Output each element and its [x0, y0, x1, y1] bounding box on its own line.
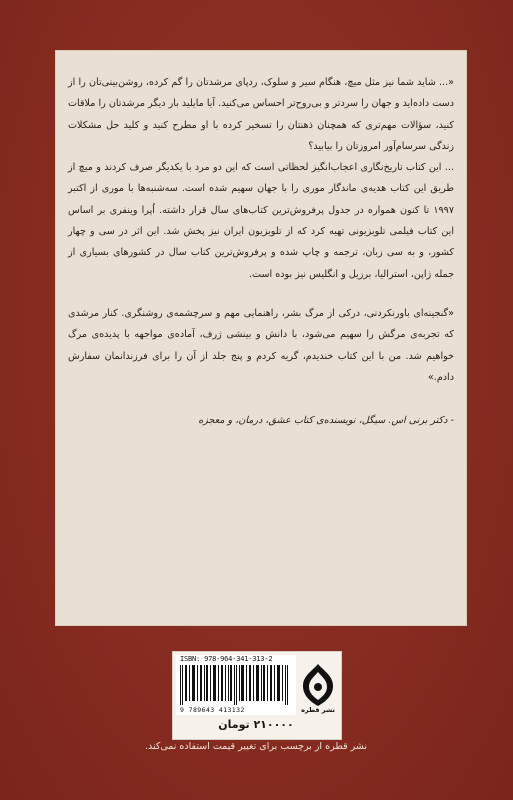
price-note: نشر قطره از برچسب برای تغییر قیمت استفاده نمی‌کند. — [144, 741, 368, 752]
isbn-label: ISBN: 978-964-341-313-2 — [180, 655, 273, 663]
publisher-logo-text: نشر قطره — [301, 706, 335, 714]
blurb-paragraph-2: ... این کتاب تاریخ‌نگاری اعجاب‌انگیز لحظاتی است که این دو مرد با یکدیگر صرف کردند و میچ از طریق این کتاب هدیه‌ی ماندگار موری را با جهان سهیم شده است. سه‌شنبه‌ها با موری از اکتبر ۱۹۹۷ تا کنون همواره در جدول پرفروش‌ترین کتاب‌های سال قرار داشته. اُپرا وینفری بر اساس این کتاب فیلمی تلویزیونی تهیه کرد که از تلویزیون ایران نیز پخش شد. این اثر در سی و چهار کشور، و به سی زبان، ترجمه و چاپ شده و پرفروش‌ترین کتاب سال در کشورهای بسیاری از جمله ژاپن، استرالیا، برزیل و انگلیس نیز بوده است. — [68, 162, 454, 280]
quote-paragraph: «گنجینه‌ای باورنکردنی، درکی از مرگ بشر، راهنمایی مهم و سرچشمه‌ی روشنگری. کنار مرشدی که تجربه‌ی مرگش را سهیم می‌شود، با دانش و بینشی ژرف، آماده‌ی مواجهه با پدیده‌ی مرگ خواهیم شد. من با این کتاب خندیدم، گریه کردم و پنج جلد از آن را برای فرزندانمان سفارش دادم.» — [68, 307, 454, 383]
blurb-paragraph-1: «... شاید شما نیز مثل میچ، هنگام سیر و سلوک، ردپای مرشدتان را گم کرده، روشن‌بینی‌تان را از دست داده‌اید و جهان را سردتر و بی‌روح‌تر احساس می‌کنید. آیا مایلید بار دیگر مرشدتان را ملاقات کنید، سؤالات مهم‌تری که همچنان ذهنتان را تسخیر کرده با او مطرح کنید و کلید حل مشکلات زندگی سرسام‌آور امروزتان را بیابید؟ — [68, 77, 454, 152]
barcode — [180, 665, 290, 705]
blurb-text — [68, 72, 454, 431]
price: ۲۱۰۰۰۰ تومان — [218, 718, 294, 731]
publisher-logo-icon — [299, 662, 337, 708]
quote-attribution: - دکتر برنی اس. سیگل، نویسنده‌ی کتاب عشق، درمان، و معجزه — [198, 415, 454, 427]
barcode-digits: 9 789643 413132 — [180, 706, 245, 714]
